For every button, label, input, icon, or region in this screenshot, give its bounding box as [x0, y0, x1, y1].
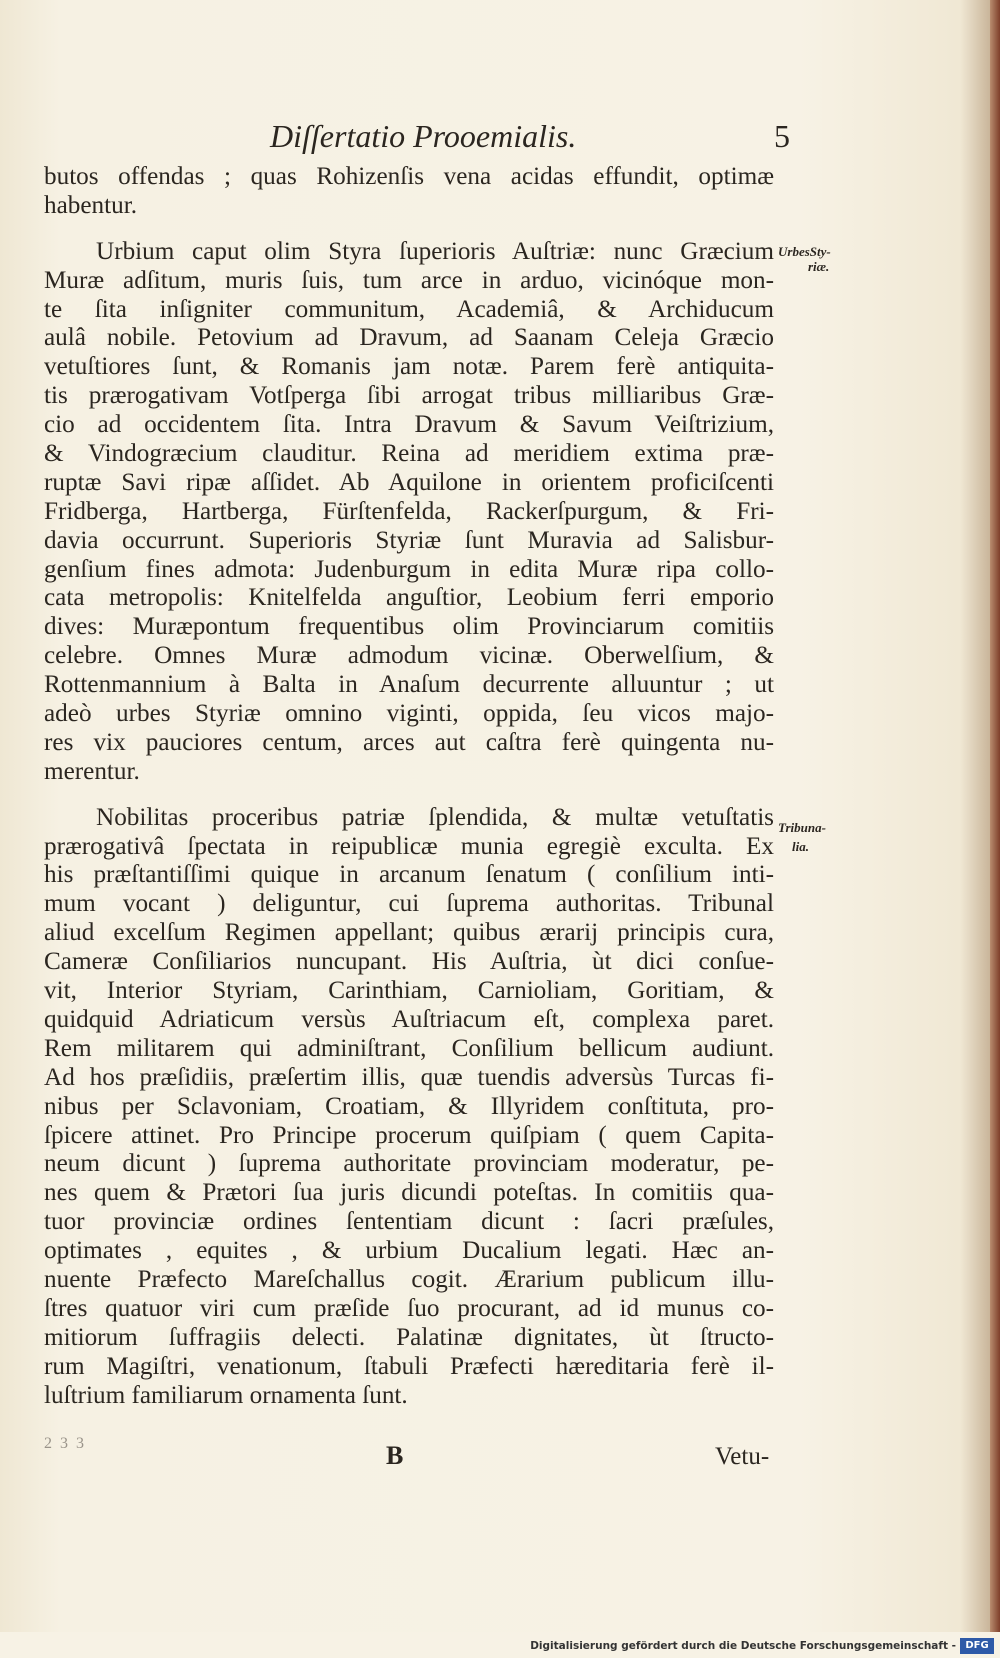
text-line: Nobilitas proceribus patriæ ſplendida, & multæ vetuſtatis	[96, 803, 774, 831]
text-line: ruptæ Savi ripæ aſſidet. Ab Aquilone in orientem proficiſcenti	[44, 468, 774, 496]
dfg-logo[interactable]: DFG	[960, 1638, 994, 1654]
text-line: davia occurrunt. Superioris Styriæ ſunt Muravia ad Salisbur-	[44, 526, 774, 554]
text-line: Cameræ Conſiliarios nuncupant. His Auſtria, ùt dici conſue-	[44, 948, 774, 976]
text-line: te ſita inſigniter communitum, Academiâ, & Archiducum	[44, 295, 774, 323]
margin-note-line: lia.	[792, 839, 809, 854]
text-line: his præſtantiſſimi quique in arcanum ſenatum ( conſilium inti-	[44, 861, 774, 889]
text-line: Ad hos præſidiis, præſertim illis, quæ tuendis adversùs Turcas fi-	[44, 1063, 774, 1091]
text-line: vit, Interior Styriam, Carinthiam, Carnioliam, Goritiam, &	[44, 977, 774, 1005]
text-line: cio ad occidentem ſita. Intra Dravum & Savum Veiſtrizium,	[44, 411, 774, 439]
text-line: rum Magiſtri, venationum, ſtabuli Præfecti hæreditaria ferè il-	[44, 1352, 774, 1380]
text-line: res vix pauciores centum, arces aut caſtra ferè quingenta nu-	[44, 728, 774, 756]
catchword: Vetu-	[715, 1443, 770, 1470]
margin-note-line: riæ.	[808, 259, 830, 274]
text-line: quidquid Adriaticum versùs Auſtriacum eſt, complexa paret.	[44, 1005, 774, 1033]
text-line: neum dicunt ) ſuprema authoritate provinciam moderatur, pe-	[44, 1150, 774, 1178]
running-header	[270, 118, 790, 158]
margin-note-urbes	[778, 244, 831, 274]
text-line: aliud excelſum Regimen appellant; quibus ærarij principis cura,	[44, 919, 774, 947]
margin-note-tribunalia	[778, 820, 826, 854]
text-line: luſtrium familiarum ornamenta ſunt.	[44, 1381, 408, 1409]
text-line: vetuſtiores ſunt, & Romanis jam notæ. Parem ferè antiquita-	[44, 353, 774, 381]
text-line: prærogativâ ſpectata in reipublicæ munia egregiè exculta. Ex	[44, 832, 774, 860]
text-line: mum vocant ) deliguntur, cui ſuprema authoritas. Tribunal	[44, 890, 774, 918]
signature-mark: B	[386, 1441, 404, 1470]
dfg-notice-text: Digitalisierung gefördert durch die Deutsche Forschungsgemeinschaft -	[530, 1640, 956, 1652]
text-line: nuente Præfecto Mareſchallus cogit. Ærarium publicum illu-	[44, 1265, 774, 1293]
text-line: Muræ adſitum, muris ſuis, tum arce in arduo, vicinóque mon-	[44, 266, 774, 294]
pencil-mark: 2 3 3	[44, 1435, 86, 1452]
text-line: adeò urbes Styriæ omnino viginti, oppida, ſeu vicos majo-	[44, 700, 774, 728]
text-line: & Vindogræcium clauditur. Reina ad meridiem extima præ-	[44, 440, 774, 468]
margin-note-line: Tribuna-	[778, 820, 826, 835]
page-number: 5	[774, 118, 790, 154]
margin-note-line: UrbesSty-	[778, 244, 831, 259]
running-title: Diſſertatio Prooemialis.	[270, 118, 577, 154]
text-line: Rem militarem qui adminiſtrant, Conſilium bellicum audiunt.	[44, 1034, 774, 1062]
text-line: merentur.	[44, 757, 140, 785]
text-line: optimates , equites , & urbium Ducalium legati. Hæc an-	[44, 1237, 774, 1265]
text-line: genſium fines admota: Judenburgum in edita Muræ ripa collo-	[44, 555, 774, 583]
body-text	[44, 163, 774, 1410]
text-line: aulâ nobile. Petovium ad Dravum, ad Saanam Celeja Græcio	[44, 324, 774, 352]
text-line: tis prærogativam Votſperga ſibi arrogat tribus milliaribus Græ-	[44, 382, 774, 410]
text-line: nes quem & Prætori ſua juris dicundi poteſtas. In comitiis qua-	[44, 1179, 774, 1207]
text-line: Urbium caput olim Styra ſuperioris Auſtriæ: nunc Græcium	[96, 237, 774, 265]
text-line: tuor provinciæ ordines ſententiam dicunt : ſacri præſules,	[44, 1208, 774, 1236]
book-edge	[990, 0, 1000, 1658]
text-line: mitiorum ſuffragiis delecti. Palatinæ dignitates, ùt ſtructo-	[44, 1323, 774, 1351]
text-line: ſtres quatuor viri cum præſide ſuo procurant, ad id munus co-	[44, 1294, 774, 1322]
text-line: nibus per Sclavoniam, Croatiam, & Illyridem conſtituta, pro-	[44, 1092, 774, 1120]
text-line: celebre. Omnes Muræ admodum vicinæ. Oberwelſium, &	[44, 642, 774, 670]
text-line: cata metropolis: Knitelfelda anguſtior, Leobium ferri emporio	[44, 584, 774, 612]
text-line: Rottenmannium à Balta in Anaſum decurrente alluuntur ; ut	[44, 671, 774, 699]
text-line: dives: Muræpontum frequentibus olim Provinciarum comitiis	[44, 613, 774, 641]
text-line: habentur.	[44, 191, 138, 219]
text-line: Fridberga, Hartberga, Fürſtenfelda, Rackerſpurgum, & Fri-	[44, 497, 774, 525]
text-line: butos offendas ; quas Rohizenſis vena acidas effundit, optimæ	[44, 163, 774, 190]
dfg-notice-bar	[0, 1632, 1000, 1658]
text-line: ſpicere attinet. Pro Principe procerum quiſpiam ( quem Capita-	[44, 1121, 774, 1149]
